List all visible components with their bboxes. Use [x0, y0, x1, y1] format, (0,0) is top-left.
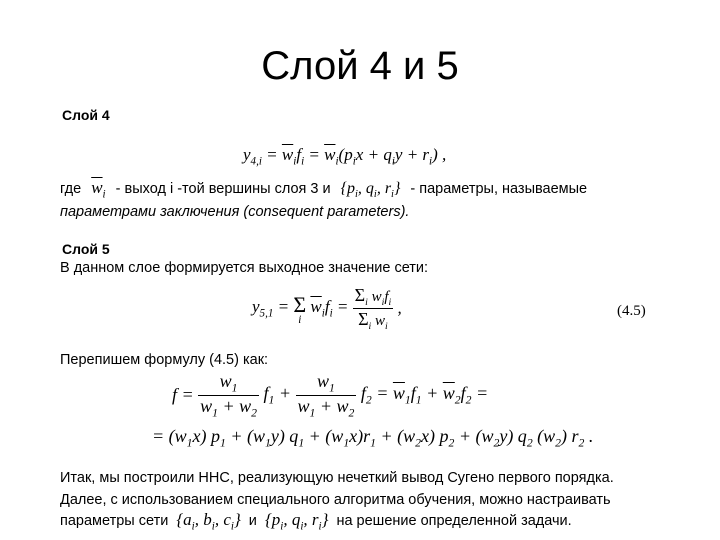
- layer4-params-line: параметрами заключения (consequent parameters).: [60, 204, 410, 220]
- slide-title: Слой 4 и 5: [261, 44, 459, 88]
- conclusion-line1: Итак, мы построили ННС, реализующую нечеткий вывод Сугено первого порядка.: [60, 470, 614, 486]
- layer5-formula: $y_{5,1} = \Sigma$ i $\overline{w}_if_i$ = $\frac{\Sigma_i w_if_i}{\Sigma_i w_i}$ ,: [252, 285, 402, 332]
- conclusion-line3: [60, 510, 572, 532]
- where-lead: где: [60, 181, 82, 197]
- rewrite-line2: = $(w_1x) p_1 + (w_1y) q_1 + (w_1x)r_1 + (w_2x) p_2 + (w_2y)$ $q_2$ $(w_2)$ $r_2$ .: [152, 426, 594, 450]
- rewrite-intro: Перепишем формулу (4.5) как:: [60, 352, 269, 368]
- where-w-symbol: $\overline{w}_i$: [91, 178, 106, 201]
- layer4-where-line: [60, 178, 587, 200]
- where-set: {$p_i$, $q_i$, $r_i$}: [340, 180, 401, 201]
- set-p: {$p_i$, $q_i$, $r_i$}: [264, 510, 329, 533]
- conclusion-line2: Далее, с использованием специального алгоритма обучения, можно настраивать: [60, 492, 611, 508]
- layer4-formula: $y_{4,i} = \overline{w}_if_i = \overline{w}_i(p_ix + q_iy + r_i)$ ,: [243, 145, 447, 168]
- line3-end: на решение определенной задачи.: [336, 513, 572, 529]
- equation-number: (4.5): [617, 303, 646, 319]
- where-mid: - выход i -той вершины слоя 3 и: [115, 181, 331, 197]
- where-tail: - параметры, называемые: [410, 181, 588, 197]
- set-a: {$a_i$, $b_i$, $c_i$}: [176, 510, 241, 533]
- line3-start: параметры сети: [60, 513, 169, 529]
- layer5-intro: В данном слое формируется выходное значение сети:: [60, 260, 429, 276]
- line3-and: и: [248, 513, 257, 529]
- layer4-heading: Слой 4: [62, 107, 110, 123]
- rewrite-line1: f = $\frac{w_1}{w_1 + w_2}$ $f_1$ + $\frac{w_1}{w_1 + w_2}$ $f_2 = \overline{w}_1f_1 + \overline{w}_2f_2$ =: [172, 371, 489, 420]
- layer5-heading: Слой 5: [62, 241, 110, 257]
